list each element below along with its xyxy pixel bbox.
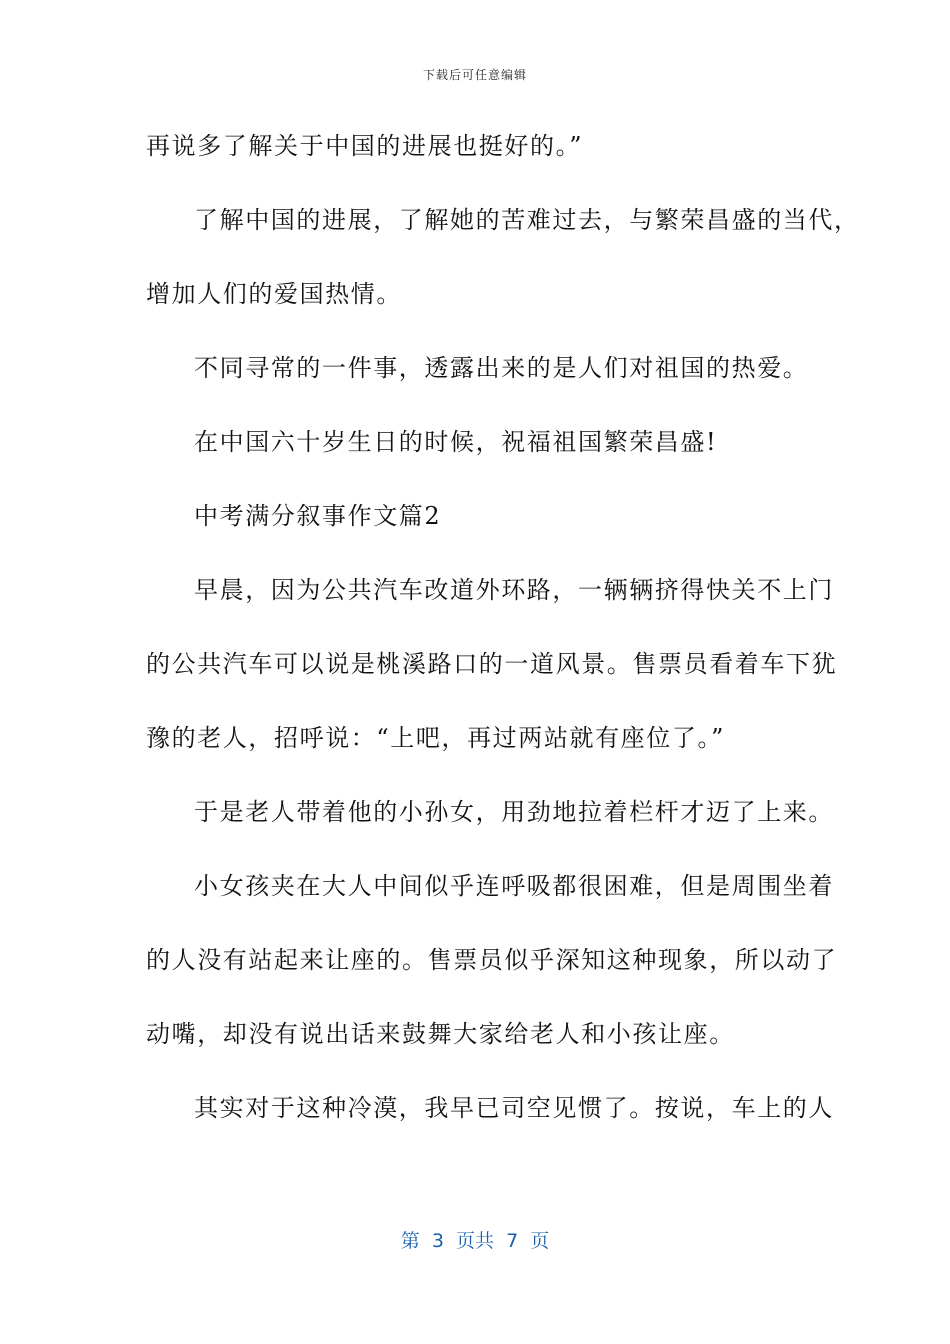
- paragraph-line: 豫的老人，招呼说：“上吧，再过两站就有座位了。”: [146, 724, 725, 752]
- paragraph-line: 在中国六十岁生日的时候，祝福祖国繁荣昌盛!: [194, 428, 718, 456]
- page-number-footer: 第 3 页共 7 页: [400, 1230, 550, 1252]
- paragraph-line: 其实对于这种冷漠，我早已司空见惯了。按说，车上的人: [194, 1094, 834, 1122]
- paragraph-line: 动嘴，却没有说出话来鼓舞大家给老人和小孩让座。: [146, 1020, 735, 1048]
- page-header-note: 下载后可任意编辑: [422, 68, 527, 82]
- paragraph-line: 的公共汽车可以说是桃溪路口的一道风景。售票员看着车下犹: [146, 650, 838, 678]
- paragraph-line: 的人没有站起来让座的。售票员似乎深知这种现象，所以动了: [146, 946, 838, 974]
- paragraph-line: 了解中国的进展，了解她的苦难过去，与繁荣昌盛的当代，: [194, 206, 860, 234]
- paragraph-line: 增加人们的爱国热情。: [146, 280, 402, 308]
- paragraph-line: 小女孩夹在大人中间似乎连呼吸都很困难，但是周围坐着: [194, 872, 834, 900]
- paragraph-line: 早晨，因为公共汽车改道外环路，一辆辆挤得快关不上门: [194, 576, 834, 604]
- paragraph-line: 不同寻常的一件事，透露出来的是人们对祖国的热爱。: [194, 354, 809, 382]
- section-heading: 中考满分叙事作文篇2: [194, 502, 442, 530]
- paragraph-line: 再说多了解关于中国的进展也挺好的。”: [146, 132, 584, 160]
- paragraph-line: 于是老人带着他的小孙女，用劲地拉着栏杆才迈了上来。: [194, 798, 834, 826]
